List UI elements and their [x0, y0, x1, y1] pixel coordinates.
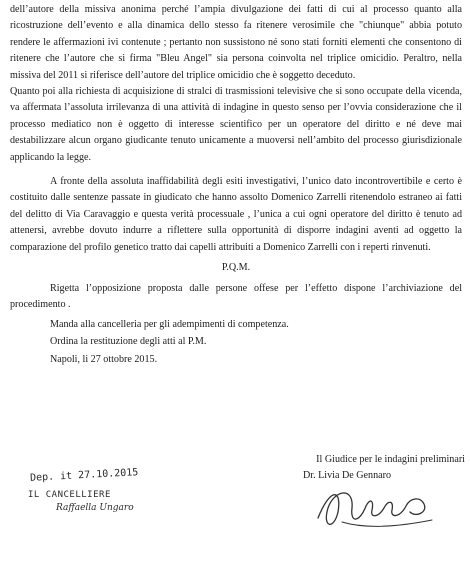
ruling-ordina: Ordina la restituzione degli atti al P.M. [50, 335, 207, 347]
paragraph-esiti: A fronte della assoluta inaffidabilità degli esiti investigativi, l’unico dato incontrovertibile e certo è costituito dalle sentenze passate in giudicato che hanno assolto Domenico Zarrelli ritenendolo estraneo ai fatti del delitto di Via Caravaggio e questa verità processuale , l’unica a cui ogni operatore del diritto è tenuto ad attenersi, avrebbe dovuto indurre a riflettere sulla opportunità di disporre indagini aventi ad oggetto la comparazione del profilo genetico tratto dai capelli attribuiti a Domenico Zarrelli con i reperti rinvenuti. [10, 176, 462, 253]
judge-name: Dr. Livia De Gennaro [303, 470, 392, 481]
date-line: Napoli, li 27 ottobre 2015. [50, 354, 158, 366]
clerk-name: Raffaella Ungaro [56, 503, 134, 513]
pqm-heading: P.Q.M. [221, 262, 251, 274]
document-body [10, 2, 462, 369]
paragraph-missiva: dell’autore della missiva anonima perché l’ampia divulgazione dei fatti di cui al processo quanto alla ricostruzione dell’evento e alla dinamica dello stesso fa ritenere verosimile che "chiunque" abbia potuto rendere le affermazioni ivi contenute ; pertanto non sussistono né sono stati forniti elementi che consentono di ritenere che l’autore che si firma "Bleu Angel" sia persona coinvolta nel triplice omicidio. Peraltro, nella missiva del 2011 si riferisce dell’autore del triplice omicidio che è soggetto deceduto. [10, 4, 462, 81]
ruling-manda: Manda alla cancelleria per gli adempimenti di competenza. [50, 319, 289, 331]
judge-title: Il Giudice per le indagini preliminari [316, 454, 465, 465]
handwritten-signature [312, 478, 442, 538]
cancelliere-stamp: IL CANCELLIERE [28, 490, 111, 500]
deposit-date-handwritten: Dep. it 27.10.2015 [29, 467, 139, 484]
ruling-rigetta: Rigetta l’opposizione proposta dalle persone offese per l’effetto dispone l’archiviazione del procedimento . [10, 282, 462, 310]
deposit-stamp [26, 467, 216, 530]
paragraph-trasmissioni: Quanto poi alla richiesta di acquisizione di stralci di trasmissioni televisive che si sono occupate della vicenda, va affermata l’assoluta irrilevanza di una attività di indagine in questo senso per l’ovvia considerazione che il processo mediatico non è oggetto di interesse scientifico per un operatore del diritto e né deve mai destabilizzare alcun organo giudicante tenuto unicamente a muoversi nell’ambito del processo giurisdizionale applicando la legge. [10, 86, 462, 163]
